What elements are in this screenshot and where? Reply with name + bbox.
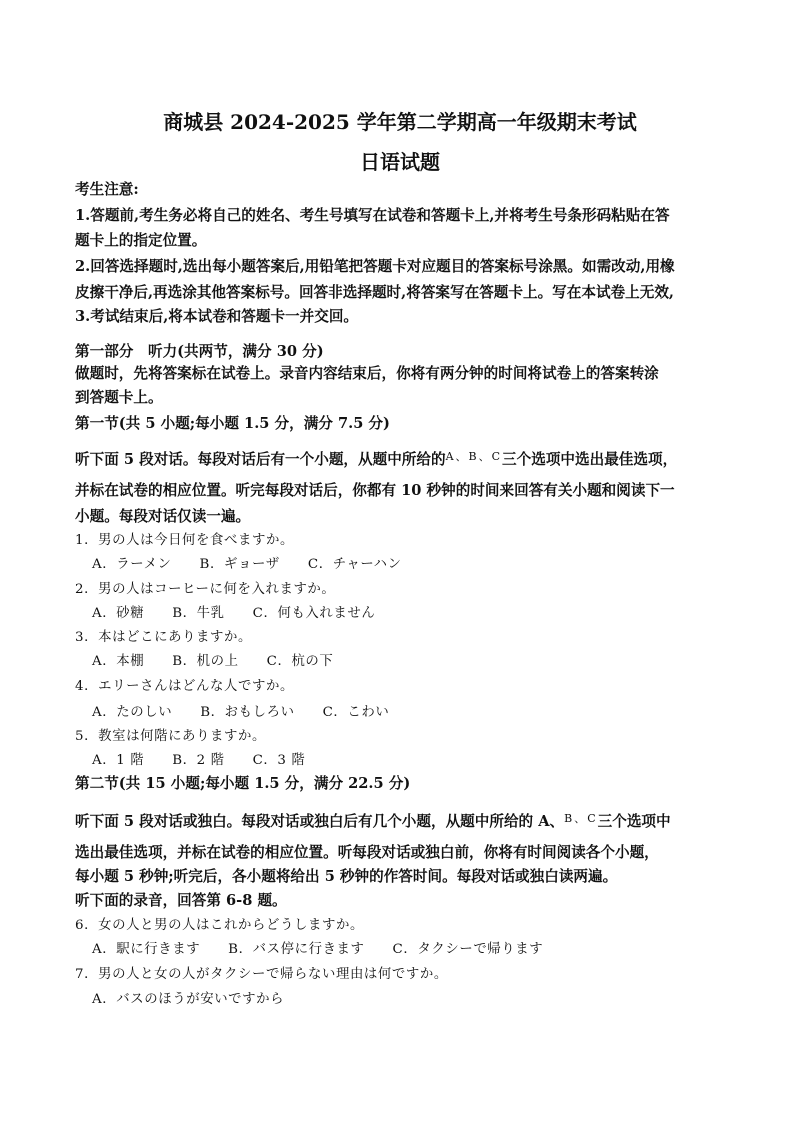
notice-line: 3.考试结束后,将本试卷和答题卡一并交回。 (75, 308, 359, 325)
exam-subtitle: 日语试题 (360, 150, 440, 174)
section2-heading: 第二节(共 15 小题;每小题 1.5 分，满分 22.5 分) (75, 775, 411, 792)
section1-instruction: 小题。每段对话仅读一遍。 (75, 508, 251, 525)
part1-intro-line: 做题时，先将答案标在试卷上。录音内容结束后，你将有两分钟的时间将试卷上的答案转涂 (75, 365, 659, 382)
question-6: 6．女の人と男の人はこれからどうしますか。 (75, 918, 364, 933)
section1-instruction: 并标在试卷的相应位置。听完每段对话后，你都有 10 秒钟的时间来回答有关小题和阅读下一 (75, 482, 675, 499)
question-2: 2．男の人はコーヒーに何を入れますか。 (75, 582, 336, 597)
section1-instruction: 听下面 5 段对话。每段对话后有一个小题，从题中所给的$^{A、B、C}$三个选项中选出最佳选项， (75, 450, 678, 468)
question-7-options: A．バスのほうが安いですから (92, 992, 285, 1007)
question-5-options: A．1 階 B．2 階 C．3 階 (92, 753, 306, 768)
question-5: 5．教室は何階にありますか。 (75, 729, 266, 744)
question-7: 7．男の人と女の人がタクシーで帰らない理由は何ですか。 (75, 967, 448, 982)
question-4-options: A．たのしい B．おもしろい C．こわい (92, 705, 390, 720)
part1-heading: 第一部分 听力(共两节，满分 30 分) (75, 343, 324, 360)
section2-instruction: 听下面的录音，回答第 6-8 题。 (75, 892, 287, 909)
notice-line: 2.回答选择题时,选出每小题答案后,用铅笔把答题卡对应题目的答案标号涂黑。如需改动,用橡 (75, 258, 675, 275)
question-2-options: A．砂糖 B．牛乳 C．何も入れません (92, 606, 376, 621)
question-4: 4．エリーさんはどんな人ですか。 (75, 679, 294, 694)
part1-intro-line: 到答题卡上。 (75, 389, 163, 406)
section2-instruction: 听下面 5 段对话或独白。每段对话或独白后有几个小题，从题中所给的 A、$^{B、C}$三个选项中 (75, 812, 671, 830)
exam-title: 商城县 2024-2025 学年第二学期高一年级期末考试 (163, 110, 637, 134)
section2-instruction: 每小题 5 秒钟;听完后，各小题将给出 5 秒钟的作答时间。每段对话或独白读两遍。 (75, 868, 618, 885)
question-6-options: A．駅に行きます B．バス停に行きます C．タクシーで帰ります (92, 942, 544, 957)
notice-line: 皮擦干净后,再选涂其他答案标号。回答非选择题时,将答案写在答题卡上。写在本试卷上无效, (75, 284, 674, 301)
question-1: 1．男の人は今日何を食べますか。 (75, 533, 294, 548)
question-3-options: A．本棚 B．机の上 C．杭の下 (92, 654, 334, 669)
section1-heading: 第一节(共 5 小题;每小题 1.5 分，满分 7.5 分) (75, 415, 390, 432)
notice-line: 题卡上的指定位置。 (75, 232, 207, 249)
notice-heading: 考生注意: (75, 181, 139, 198)
section2-instruction: 选出最佳选项，并标在试卷的相应位置。听每段对话或独白前，你将有时间阅读各个小题， (75, 844, 659, 861)
question-1-options: A．ラーメン B．ギョーザ C．チャーハン (92, 557, 402, 572)
choice-letters: B、C (564, 812, 598, 825)
notice-line: 1.答题前,考生务必将自己的姓名、考生号填写在试卷和答题卡上,并将考生号条形码粘贴在答 (75, 207, 670, 224)
question-3: 3．本はどこにありますか。 (75, 630, 253, 645)
choice-letters: A、B、C (445, 450, 503, 463)
